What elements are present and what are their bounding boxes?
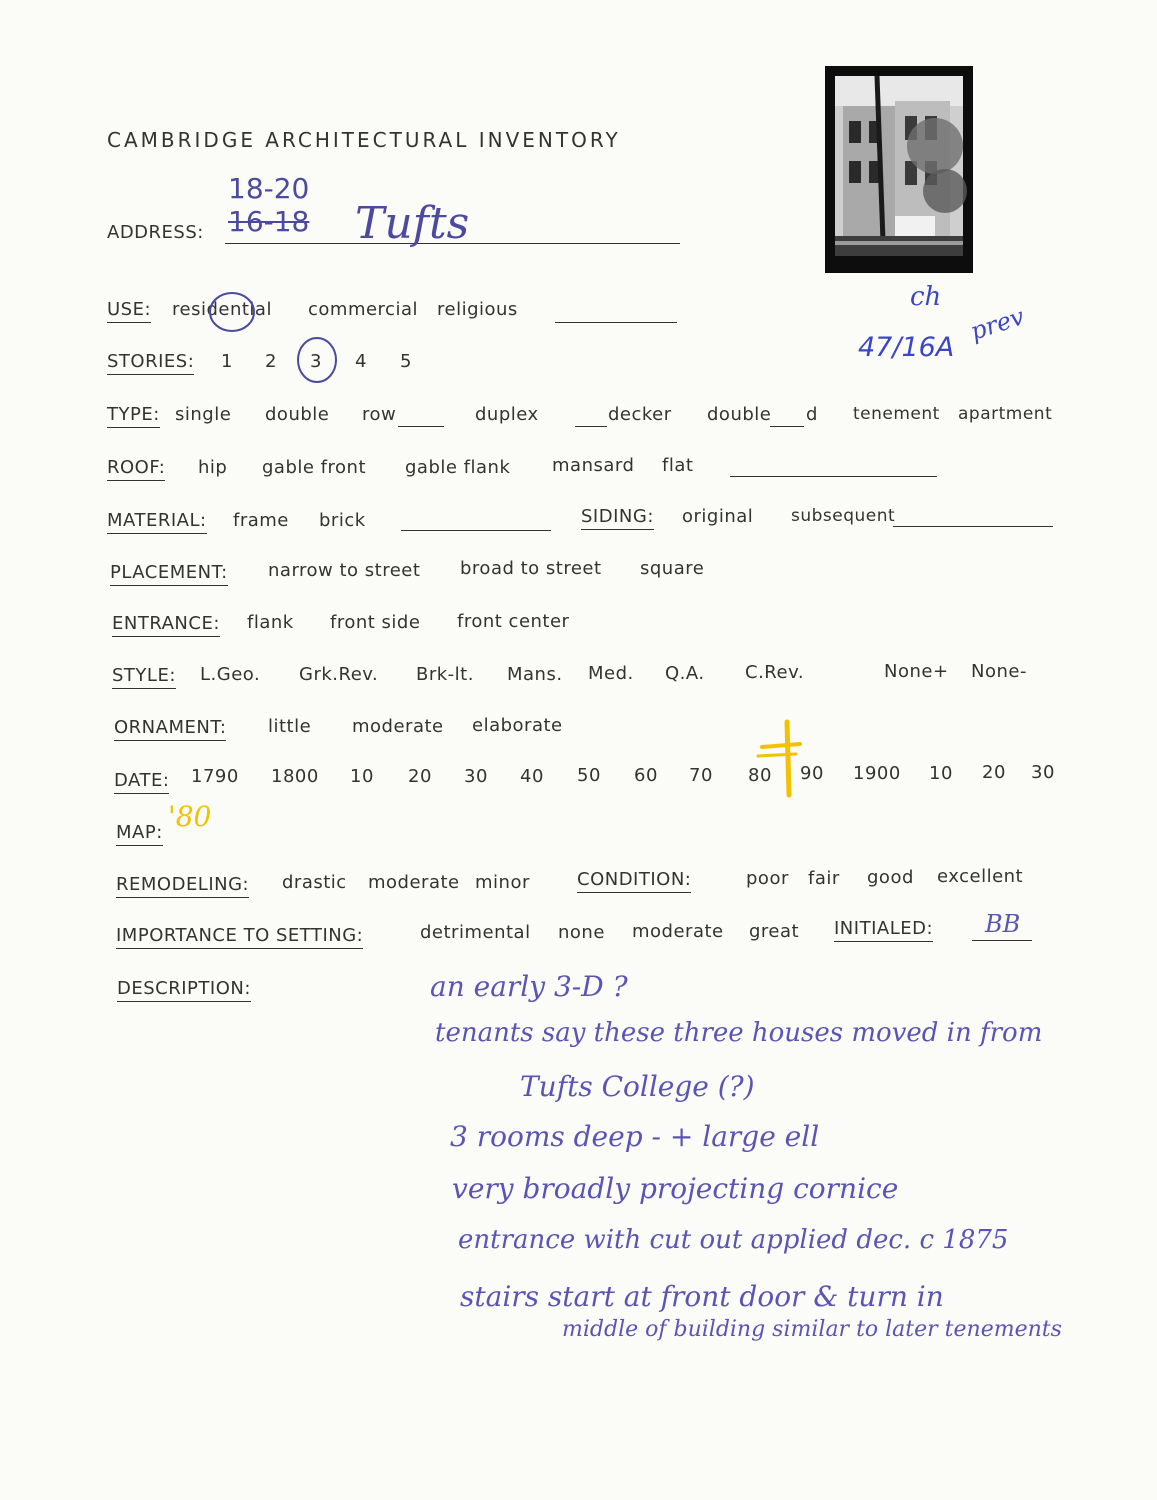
stories-option-3[interactable]: 3 bbox=[310, 351, 322, 372]
stories-label: STORIES: bbox=[107, 351, 194, 375]
importance-option-moderate[interactable]: moderate bbox=[632, 921, 724, 942]
type-option-tenement[interactable]: tenement bbox=[853, 404, 940, 424]
condition-option-good[interactable]: good bbox=[867, 867, 914, 888]
importance-label: IMPORTANCE TO SETTING: bbox=[116, 925, 363, 949]
ornament-label: ORNAMENT: bbox=[114, 717, 226, 741]
importance-option-none[interactable]: none bbox=[558, 922, 605, 943]
placement-label: PLACEMENT: bbox=[110, 562, 228, 586]
date-yellow-cross-2 bbox=[758, 754, 796, 756]
entrance-option-flank[interactable]: flank bbox=[247, 612, 294, 633]
description-line-1: an early 3-D ? bbox=[430, 970, 628, 1003]
material-option-brick[interactable]: brick bbox=[319, 510, 366, 531]
condition-option-poor[interactable]: poor bbox=[746, 868, 789, 889]
date-option-1800[interactable]: 1800 bbox=[271, 766, 319, 787]
remodeling-option-drastic[interactable]: drastic bbox=[282, 872, 347, 893]
entrance-option-front-side[interactable]: front side bbox=[330, 612, 421, 633]
description-line-4: 3 rooms deep - + large ell bbox=[450, 1120, 820, 1153]
type-option-d[interactable]: d bbox=[806, 404, 818, 425]
roof-option-mansard[interactable]: mansard bbox=[552, 455, 635, 476]
placement-option-square[interactable]: square bbox=[640, 558, 705, 579]
initialed-value: BB bbox=[985, 910, 1021, 938]
date-option-1890[interactable]: 90 bbox=[800, 763, 824, 784]
roof-option-gable-flank[interactable]: gable flank bbox=[405, 457, 511, 478]
remodeling-option-minor[interactable]: minor bbox=[475, 872, 530, 893]
use-option-commercial[interactable]: commercial bbox=[308, 299, 418, 320]
address-value-old: 16-18 bbox=[228, 205, 310, 238]
description-line-2: tenants say these three houses moved in from bbox=[435, 1018, 1043, 1048]
stories-option-4[interactable]: 4 bbox=[355, 351, 367, 372]
style-option-mans[interactable]: Mans. bbox=[507, 664, 563, 685]
type-label: TYPE: bbox=[107, 404, 160, 428]
date-option-1820[interactable]: 20 bbox=[408, 766, 432, 787]
map-label: MAP: bbox=[116, 822, 163, 846]
roof-option-flat[interactable]: flat bbox=[662, 455, 694, 476]
style-option-med[interactable]: Med. bbox=[588, 663, 634, 684]
date-option-1920[interactable]: 20 bbox=[982, 762, 1006, 783]
remodeling-label: REMODELING: bbox=[116, 874, 249, 898]
description-line-5: very broadly projecting cornice bbox=[452, 1172, 899, 1205]
use-option-residential[interactable]: residential bbox=[172, 299, 272, 320]
address-label: ADDRESS: bbox=[107, 222, 204, 243]
entrance-label: ENTRANCE: bbox=[112, 613, 220, 637]
photo-ref: 47/16A bbox=[858, 332, 955, 363]
roof-other-line bbox=[730, 476, 937, 477]
style-option-none-minus[interactable]: None- bbox=[971, 661, 1027, 682]
form-title: CAMBRIDGE ARCHITECTURAL INVENTORY bbox=[107, 128, 621, 152]
map-value: '80 bbox=[168, 800, 212, 833]
stories-option-5[interactable]: 5 bbox=[400, 351, 412, 372]
date-option-1840[interactable]: 40 bbox=[520, 766, 544, 787]
siding-other-line bbox=[893, 526, 1053, 527]
description-line-3: Tufts College (?) bbox=[520, 1070, 755, 1103]
note-top: ch bbox=[910, 282, 942, 312]
material-option-frame[interactable]: frame bbox=[233, 510, 289, 531]
ornament-option-little[interactable]: little bbox=[268, 716, 312, 737]
style-option-qa[interactable]: Q.A. bbox=[665, 663, 705, 684]
initialed-line bbox=[972, 940, 1032, 941]
date-yellow-marker bbox=[787, 722, 789, 795]
initialed-label: INITIALED: bbox=[834, 918, 933, 942]
importance-option-detrimental[interactable]: detrimental bbox=[420, 922, 531, 943]
siding-label: SIDING: bbox=[581, 506, 654, 530]
roof-option-gable-front[interactable]: gable front bbox=[262, 457, 366, 478]
description-label: DESCRIPTION: bbox=[117, 978, 251, 1002]
siding-option-subsequent[interactable]: subsequent bbox=[791, 506, 896, 526]
date-option-1870[interactable]: 70 bbox=[689, 765, 713, 786]
style-option-brklt[interactable]: Brk-lt. bbox=[416, 664, 474, 685]
stories-option-2[interactable]: 2 bbox=[265, 351, 277, 372]
style-option-grkrev[interactable]: Grk.Rev. bbox=[299, 664, 379, 685]
style-option-lgeo[interactable]: L.Geo. bbox=[200, 664, 261, 685]
building-photo bbox=[825, 66, 973, 273]
date-option-1910[interactable]: 10 bbox=[929, 763, 953, 784]
date-yellow-cross bbox=[762, 744, 800, 747]
style-option-crev[interactable]: C.Rev. bbox=[745, 662, 805, 683]
type-option-duplex[interactable]: duplex bbox=[475, 404, 539, 425]
description-line-6: entrance with cut out applied dec. c 1875 bbox=[458, 1225, 1009, 1255]
type-double-d-line bbox=[770, 426, 804, 427]
roof-label: ROOF: bbox=[107, 457, 165, 481]
date-option-1860[interactable]: 60 bbox=[634, 765, 658, 786]
note-side: prev bbox=[967, 302, 1028, 346]
date-option-1930[interactable]: 30 bbox=[1031, 762, 1055, 783]
ornament-option-elaborate[interactable]: elaborate bbox=[472, 715, 563, 736]
description-line-8: middle of building similar to later tenements bbox=[562, 1317, 1062, 1342]
type-option-single[interactable]: single bbox=[175, 404, 232, 425]
date-label: DATE: bbox=[114, 770, 169, 794]
style-label: STYLE: bbox=[112, 665, 176, 689]
siding-option-original[interactable]: original bbox=[682, 506, 754, 527]
type-option-decker[interactable]: decker bbox=[608, 404, 672, 425]
date-option-1900[interactable]: 1900 bbox=[853, 763, 901, 784]
entrance-option-front-center[interactable]: front center bbox=[457, 611, 570, 632]
importance-option-great[interactable]: great bbox=[749, 921, 800, 942]
type-decker-line bbox=[575, 426, 607, 427]
condition-option-fair[interactable]: fair bbox=[808, 868, 840, 889]
placement-option-broad[interactable]: broad to street bbox=[460, 558, 602, 579]
use-label: USE: bbox=[107, 299, 151, 323]
date-option-1830[interactable]: 30 bbox=[464, 766, 488, 787]
date-option-1880[interactable]: 80 bbox=[748, 765, 772, 786]
address-value-new: 18-20 bbox=[228, 172, 310, 205]
description-line-7: stairs start at front door & turn in bbox=[460, 1280, 944, 1313]
address-street: Tufts bbox=[355, 198, 470, 249]
style-option-none-plus[interactable]: None+ bbox=[884, 661, 949, 682]
ornament-option-moderate[interactable]: moderate bbox=[352, 716, 444, 737]
placement-option-narrow[interactable]: narrow to street bbox=[268, 560, 421, 581]
type-option-apartment[interactable]: apartment bbox=[958, 404, 1053, 424]
type-option-double[interactable]: double bbox=[265, 404, 330, 425]
date-option-1810[interactable]: 10 bbox=[350, 766, 374, 787]
condition-label: CONDITION: bbox=[577, 869, 691, 893]
stories-option-1[interactable]: 1 bbox=[221, 351, 233, 372]
roof-option-hip[interactable]: hip bbox=[198, 457, 228, 478]
material-other-line bbox=[401, 530, 551, 531]
remodeling-option-moderate[interactable]: moderate bbox=[368, 872, 460, 893]
type-option-row[interactable]: row bbox=[362, 404, 397, 425]
type-option-double-decker[interactable]: double bbox=[707, 404, 772, 425]
use-other-line bbox=[555, 322, 677, 323]
date-option-1790[interactable]: 1790 bbox=[191, 766, 239, 787]
date-option-1850[interactable]: 50 bbox=[577, 765, 601, 786]
type-row-line bbox=[398, 426, 444, 427]
material-label: MATERIAL: bbox=[107, 510, 207, 534]
condition-option-excellent[interactable]: excellent bbox=[937, 866, 1024, 887]
use-option-religious[interactable]: religious bbox=[437, 299, 518, 320]
